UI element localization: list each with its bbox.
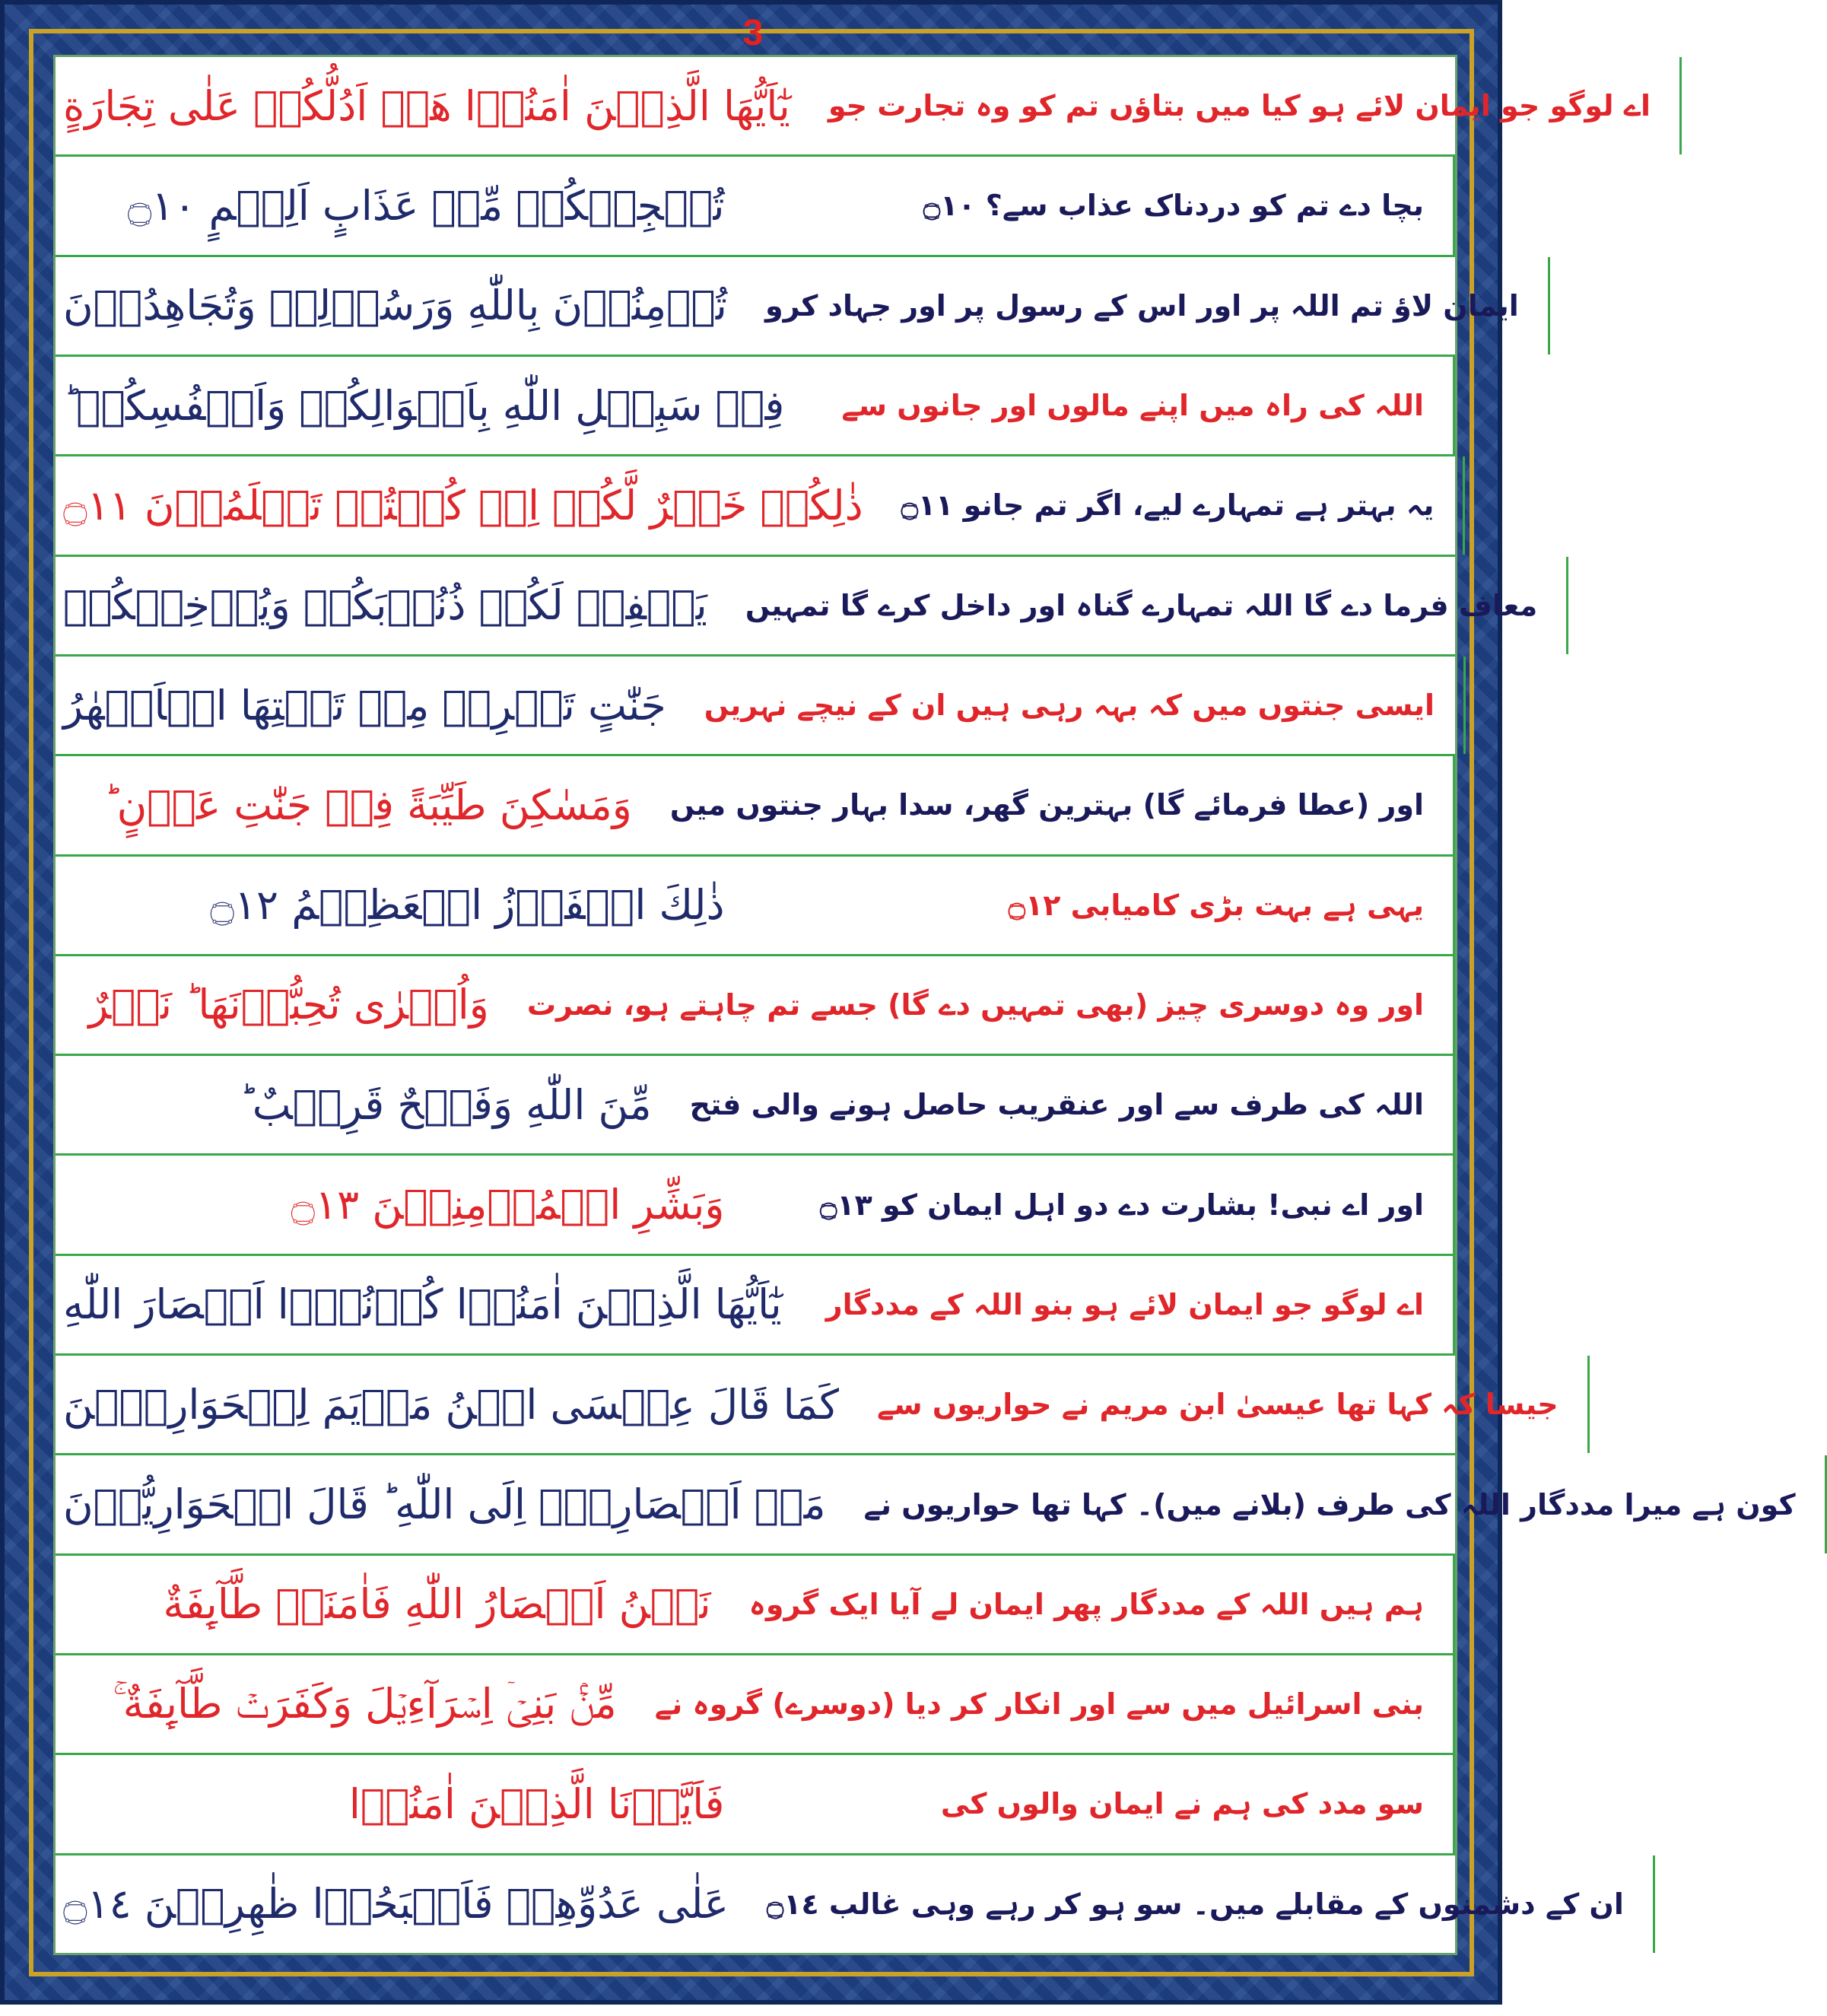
verse-row <box>56 456 1455 556</box>
arabic-verse: فَاَيَّدۡنَا الَّذِيۡنَ اٰمَنُوۡا <box>348 1779 725 1828</box>
verse-row <box>56 157 1455 256</box>
urdu-translation: یہی ہے بہت بڑی کامیابی ۝١٢ <box>755 857 1456 954</box>
translation-table <box>53 55 1796 1955</box>
urdu-translation: ایمان لاؤ تم اللہ پر اور اس کے رسول پر اور جہاد کرو <box>758 257 1550 355</box>
arabic-verse: يٰٓاَيُّهَا الَّذِيۡنَ اٰمَنُوۡا كُوۡنُوۡۤا اَنۡصَارَ اللّٰهِ <box>63 1280 782 1329</box>
urdu-translation: اللہ کی طرف سے اور عنقریب حاصل ہونے والی فتح <box>682 1056 1455 1153</box>
arabic-verse: ذٰلِكَ الۡفَوۡزُ الۡعَظِيۡمُ ۝١٢ <box>210 881 725 930</box>
verse-row <box>56 357 1455 456</box>
urdu-translation: سو مدد کی ہم نے ایمان والوں کی <box>755 1755 1456 1852</box>
urdu-translation: اور (عطا فرمائے گا) بہترین گھر، سدا بہار جنتوں میں <box>662 756 1455 854</box>
arabic-verse: مِّنَ اللّٰهِ وَفَتۡحٌ قَرِيۡبٌ ؕ <box>239 1080 652 1129</box>
verse-row <box>56 1356 1559 1455</box>
urdu-translation: اور وہ دوسری چیز (بھی تمہیں دے گا) جسے تم چاہتے ہو، نصرت <box>520 956 1455 1054</box>
urdu-translation: ایسی جنتوں میں کہ بہہ رہی ہیں ان کے نیچے نہریں <box>697 657 1466 754</box>
verse-row <box>56 756 1455 856</box>
urdu-translation: ہم ہیں اللہ کے مددگار پھر ایمان لے آیا ایک گروہ <box>742 1556 1455 1653</box>
verse-row <box>56 1156 1455 1255</box>
verse-row <box>56 657 1455 756</box>
verse-row <box>56 57 1651 157</box>
verse-row <box>56 1056 1455 1156</box>
arabic-verse: ذٰلِكُمۡ خَيۡرٌ لَّكُمۡ اِنۡ كُنۡتُمۡ تَعۡلَمُوۡنَ ۝١١ <box>63 481 863 529</box>
urdu-translation: جیسا کہ کہا تھا عیسیٰ ابن مریم نے حواریوں سے <box>869 1356 1590 1453</box>
urdu-translation: معاف فرما دے گا اللہ تمہارے گناہ اور داخل کرے گا تمہیں <box>738 557 1568 654</box>
page-number: 3 <box>742 13 764 53</box>
verse-row <box>56 557 1538 657</box>
arabic-verse: فِىۡ سَبِيۡلِ اللّٰهِ بِاَمۡوَالِكُمۡ وَاَنۡفُسِكُمۡ ؕ <box>63 381 785 430</box>
arabic-verse: يٰٓاَيُّهَا الَّذِيۡنَ اٰمَنُوۡا هَلۡ اَدُلُّكُمۡ عَلٰى تِجَارَةٍ <box>63 81 790 130</box>
urdu-translation: ان کے دشمنوں کے مقابلے میں۔ سو ہو کر رہے وہی غالب ۝١٤ <box>759 1855 1655 1953</box>
urdu-translation: اے لوگو جو ایمان لائے ہو بنو اللہ کے مددگار <box>812 1256 1455 1353</box>
urdu-translation: یہ بہتر ہے تمہارے لیے، اگر تم جانو ۝١١ <box>894 456 1466 554</box>
verse-row <box>56 1256 1455 1356</box>
verse-row <box>56 1556 1455 1655</box>
arabic-verse: نَحۡنُ اَنۡصَارُ اللّٰهِ فَاٰمَنَتۡ طَّآٮِٕفَةٌ <box>163 1580 711 1629</box>
arabic-verse: وَاُخۡرٰى تُحِبُّوۡنَهَا ؕ نَصۡرٌ <box>88 981 489 1029</box>
verse-row <box>56 956 1455 1056</box>
verse-row <box>56 1855 1624 1953</box>
arabic-verse: عَلٰى عَدُوِّهِمۡ فَاَصۡبَحُوۡا ظٰهِرِيۡنَ ۝١٤ <box>63 1880 729 1929</box>
urdu-translation: اللہ کی راہ میں اپنے مالوں اور جانوں سے <box>815 357 1455 454</box>
urdu-translation: اے لوگو جو ایمان لائے ہو کیا میں بتاؤں تم کو وہ تجارت جو <box>821 57 1682 154</box>
arabic-verse: جَنّٰتٍ تَجۡرِىۡ مِنۡ تَحۡتِهَا الۡاَنۡهٰرُ <box>63 681 666 730</box>
urdu-translation: اور اے نبی! بشارت دے دو اہل ایمان کو ۝١٣ <box>755 1156 1456 1253</box>
arabic-verse: كَمَا قَالَ عِيۡسَى ابۡنُ مَرۡيَمَ لِلۡحَوَارِيّٖنَ <box>63 1380 839 1429</box>
urdu-translation: بنی اسرائیل میں سے اور انکار کر دیا (دوسرے) گروہ نے <box>647 1655 1455 1753</box>
arabic-verse: تُؤۡمِنُوۡنَ بِاللّٰهِ وَرَسُوۡلِهٖ وَتُجَاهِدُوۡنَ <box>63 281 727 330</box>
verse-row <box>56 1655 1455 1755</box>
verse-row <box>56 857 1455 956</box>
arabic-verse: تُنۡجِيۡكُمۡ مِّنۡ عَذَابٍ اَلِيۡمٍ ۝١٠ <box>127 181 725 230</box>
arabic-verse: وَبَشِّرِ الۡمُؤۡمِنِيۡنَ ۝١٣ <box>291 1181 725 1229</box>
verse-row <box>56 1755 1455 1855</box>
arabic-verse: مَنۡ اَنۡصَارِىۡۤ اِلَى اللّٰهِ ؕ قَالَ الۡحَوَارِيُّوۡنَ <box>63 1480 826 1529</box>
arabic-verse: وَمَسٰكِنَ طَيِّبَةً فِىۡ جَنّٰتِ عَدۡنٍ ؕ <box>103 781 632 829</box>
urdu-translation: بچا دے تم کو دردناک عذاب سے؟ ۝١٠ <box>755 157 1456 254</box>
arabic-verse: يَغۡفِرۡ لَكُمۡ ذُنُوۡبَكُمۡ وَيُدۡخِلۡكُمۡ <box>63 581 707 630</box>
urdu-translation: کون ہے میرا مددگار اللہ کی طرف (بلانے میں)۔ کہا تھا حواریوں نے <box>856 1455 1827 1553</box>
verse-row <box>56 257 1519 357</box>
verse-row <box>56 1455 1796 1555</box>
arabic-verse: مِّنۡۢ بَنِىۡۤ اِسۡرَآءِيۡلَ وَكَفَرَتۡ طَّآٮِٕفَةٌ ۚ <box>113 1680 617 1728</box>
